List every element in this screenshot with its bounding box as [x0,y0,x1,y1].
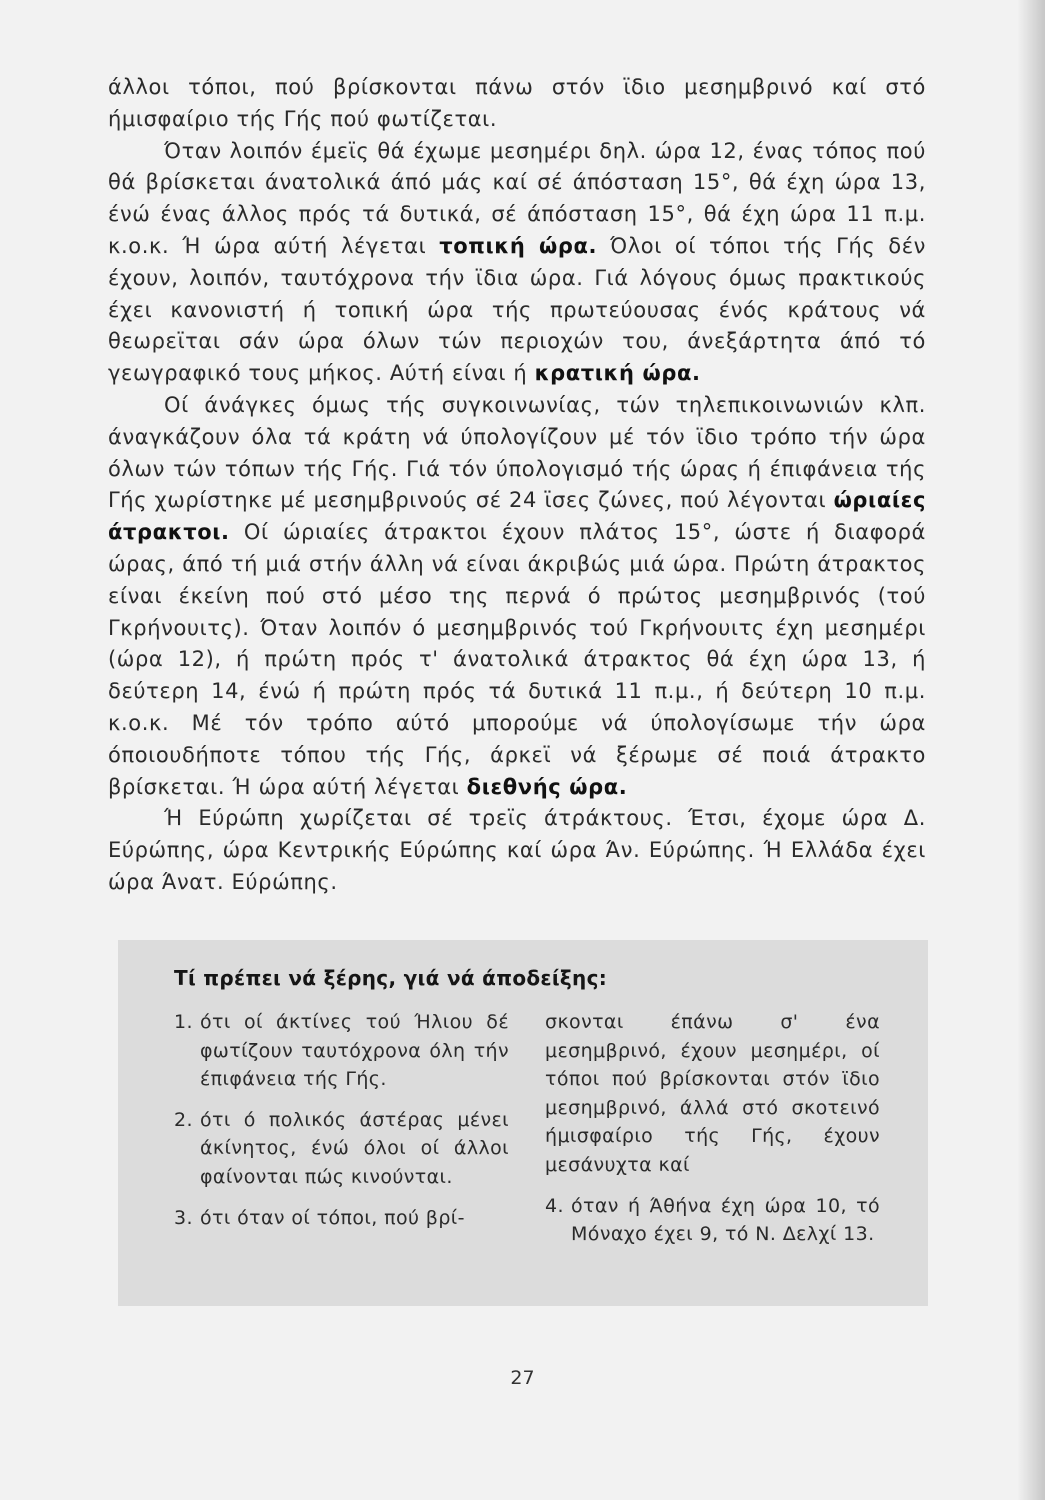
item-text: όταν ή Άθήνα έχη ώρα 10, τό Μόναχο έχει 9, τό Ν. Δελχί 13. [571,1194,880,1246]
item-number: 3. [174,1206,193,1229]
key-term: κρατική ώρα. [534,361,701,386]
text-run: Όλοι οί τόποι τής Γής δέν έχουν, λοιπόν, ταυτόχρονα τήν ϊδια ώρα. Γιά λόγους όμως πρακτικούς έχει κανονιστή ή τοπική ώρα τής πρωτεύουσας ένός κράτους νά θεωρεϊται σάν ώρα όλων τών περιοχών του, άνεξάρτητα άπό τό γεωγραφικό τους μήκος. Αύτή είναι ή [108,233,927,386]
text-run: Όταν λοιπόν έμεϊς θά έχωμε μεσημέρι δηλ. ώρα 12, ένας τόπος πού θά βρίσκεται άνατολικά άπό μάς καί σέ άπόσταση 15°, θά έχη ώρα 13, ένώ ένας άλλος πρός τά δυτικά, σέ άπόσταση 15°, θά έχη ώρα 11 π.μ. κ.ο.κ. Ή ώρα αύτή λέγεται [108,138,926,258]
text-run: Ή Εύρώπη χωρίζεται σέ τρεϊς άτράκτους. Έτσι, έχομε ώρα Δ. Εύρώπης, ώρα Κεντρικής Εύρώπης καί ώρα Άν. Εύρώπης. Ή Ελλάδα έχει ώρα Άνατ. Εύρώπης. [108,806,926,894]
key-term: τοπική ώρα. [439,233,598,258]
summary-left-column [174,1008,509,1261]
summary-item [174,1106,509,1192]
key-term: διεθνής ώρα. [466,774,628,799]
summary-right-column [545,1008,880,1261]
summary-item-3-continuation: σκονται έπάνω σ' ένα μεσημβρινό, έχουν μεσημέρι, οί τόποι πού βρίσκονται στόν ϊδιο μεσημβρινό, άλλά στό σκοτεινό ήμισφαίριο τής Γής, έχουν μεσάνυχτα καί [545,1011,880,1176]
page-edge-shadow [1017,0,1045,1500]
text-run: άλλοι τόποι, πού βρίσκονται πάνω στόν ϊδιο μεσημβρινό καί στό ήμισφαίριο τής Γής πού φωτίζεται. [108,75,926,131]
summary-box [118,940,928,1306]
item-number: 4. [545,1194,564,1217]
paragraph-1 [108,72,926,136]
item-text: ότι όταν οί τόποι, πού βρί- [200,1206,465,1229]
page-number: 27 [510,1367,535,1389]
summary-item [545,1192,880,1249]
paragraph-4 [108,803,926,898]
paragraph-2 [108,136,926,390]
text-run: Οί ώριαίες άτρακτοι έχουν πλάτος 15°, ώστε ή διαφορά ώρας, άπό τή μιά στήν άλλη νά είναι άκριβώς μιά ώρα. Πρώτη άτρακτος είναι έκείνη πού στό μέσο της περνά ό πρώτος μεσημβρινός (τού Γκρήνουιτς). Όταν λοιπόν ό μεσημβρινός τού Γκρήνουιτς έχη μεσημέρι (ώρα 12), ή πρώτη πρός τ' άνατολικά άτρακτος θά έχη ώρα 13, ή δεύτερη 14, ένώ ή πρώτη πρός τά δυτικά 11 π.μ., ή δεύτερη 10 π.μ. κ.ο.κ. Μέ τόν τρόπο αύτό μπορούμε νά ύπολογίσωμε τήν ώρα όποιουδήποτε τόπου τής Γής, άρκεϊ νά ξέρωμε σέ ποιά άτρακτο βρίσκεται. Ή ώρα αύτή λέγεται [108,520,926,799]
summary-item [174,1008,509,1094]
item-text: ότι ό πολικός άστέρας μένει άκίνητος, ένώ όλοι οί άλλοι φαίνονται πώς κινούνται. [200,1108,509,1188]
summary-item [174,1204,509,1233]
paragraph-3 [108,390,926,803]
item-number: 1. [174,1011,193,1033]
text-run: Οί άνάγκες όμως τής συγκοινωνίας, τών τηλεπικοινωνιών κλπ. άναγκάζουν όλα τά κράτη νά ύπολογίζουν μέ τόν ϊδιο τρόπο τήν ώρα όλων τών τόπων τής Γής. Γιά τόν ύπολογισμό τής ώρας ή έπιφάνεια τής Γής χωρίστηκε μέ μεσημβρινούς σέ 24 ϊσες ζώνες, πού λέγονται [108,392,926,513]
summary-box-title: Τί πρέπει νά ξέρης, γιά νά άποδείξης: [174,966,608,990]
key-term: ώριαίες άτρακτοι. [108,488,926,545]
item-text: ότι οί άκτίνες τού Ήλιου δέ φωτίζουν ταυτόχρονα όλη τήν έπιφάνεια τής Γής. [200,1011,509,1091]
item-number: 2. [174,1108,193,1131]
main-text [108,72,926,899]
